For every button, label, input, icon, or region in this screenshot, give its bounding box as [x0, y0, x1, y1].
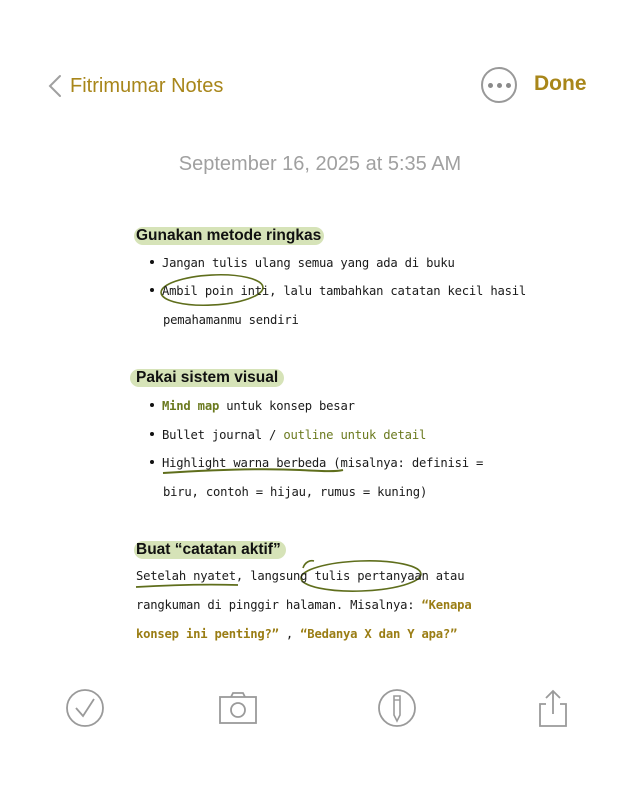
- section-heading: Gunakan metode ringkas: [136, 227, 322, 244]
- section-heading: Buat “catatan aktif”: [136, 541, 281, 558]
- note-date: September 16, 2025 at 5:35 AM: [178, 153, 462, 175]
- section-heading: Pakai sistem visual: [136, 369, 279, 386]
- pencil-icon: [377, 688, 417, 728]
- more-button[interactable]: [481, 67, 517, 103]
- bullet-icon: [150, 432, 154, 436]
- bottom-toolbar: [0, 688, 640, 736]
- chevron-left-icon: [48, 74, 62, 98]
- list-item-continuation: biru, contoh = hijau, rumus = kuning): [163, 485, 428, 499]
- share-button[interactable]: [533, 688, 573, 728]
- done-button[interactable]: Done: [534, 72, 587, 95]
- list-item-continuation: pemahamanmu sendiri: [163, 313, 299, 327]
- paragraph-line: Setelah nyatet, langsung tulis pertanyaan atau: [136, 569, 465, 583]
- bullet-icon: [150, 288, 154, 292]
- camera-icon: [218, 688, 258, 728]
- paragraph-line: rangkuman di pinggir halaman. Misalnya: “Kenapa: [136, 598, 472, 612]
- back-button[interactable]: [48, 74, 223, 98]
- list-item: Mind map untuk konsep besar: [150, 399, 355, 413]
- checklist-button[interactable]: [65, 688, 105, 728]
- bullet-icon: [150, 403, 154, 407]
- bullet-icon: [150, 460, 154, 464]
- list-item: Jangan tulis ulang semua yang ada di buku: [150, 256, 455, 270]
- nav-bar: [0, 62, 640, 110]
- paragraph-line: konsep ini penting?” , “Bedanya X dan Y apa?”: [136, 627, 458, 641]
- share-icon: [533, 688, 573, 728]
- list-item: Ambil poin inti, lalu tambahkan catatan kecil hasil: [150, 284, 526, 298]
- back-label: Fitrimumar Notes: [70, 74, 224, 97]
- markup-button[interactable]: [377, 688, 417, 728]
- list-item: Highlight warna berbeda (misalnya: definisi =: [150, 456, 483, 470]
- list-item: Bullet journal / outline untuk detail: [150, 428, 426, 442]
- ellipsis-icon: [488, 83, 493, 88]
- camera-button[interactable]: [218, 688, 258, 728]
- checklist-icon: [65, 688, 105, 728]
- bullet-icon: [150, 260, 154, 264]
